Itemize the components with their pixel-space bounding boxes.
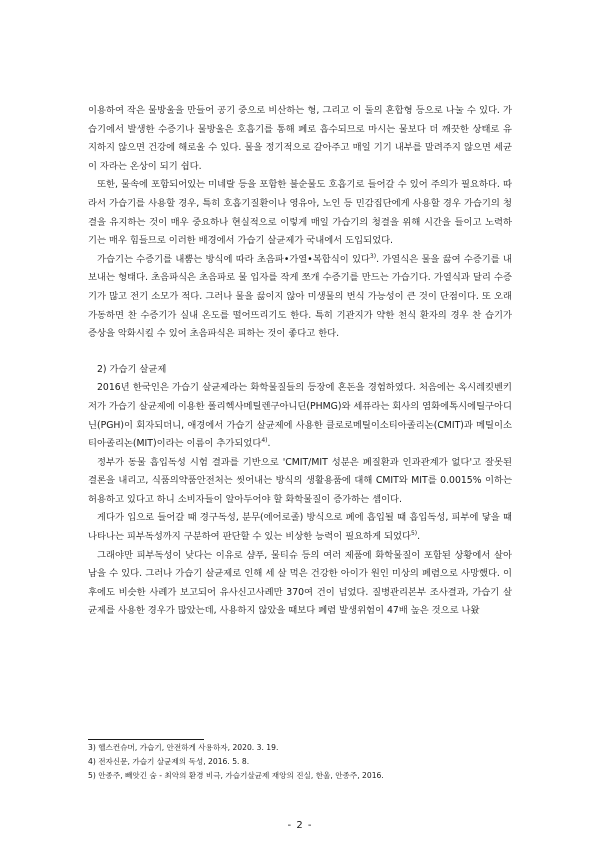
paragraph-4-rest: . [267,438,271,450]
paragraph-6 [88,509,512,546]
footnote-4: 4) 전자신문, 가습기 살균제의 독성, 2016. 5. 8. [88,757,250,766]
paragraph-5: 정부가 동물 흡입독성 시험 결과를 기반으로 'CMIT/MIT 성분은 폐질환과 인과관계가 없다'고 잘못된 결론을 내리고, 식품의약품안전처는 씻어내는 방식의 생활용품에 대해 CMIT와 MIT를 0.0015% 이하는 허용하고 있다고 하니 소비자들이 알아두어야 할 화학물질이 증가하는 셈이다. [88,456,512,505]
paragraph-2: 또한, 물속에 포함되어있는 미네랄 등을 포함한 불순물도 호흡기로 들어갈 수 있어 주의가 필요하다. 따라서 가습기를 사용할 경우, 특히 호흡기질환이나 영유아, 노인 등 민감집단에게 사용할 경우 가습기의 청결을 유지하는 것이 매우 중요하나 현실적으로 이렇게 매일 가습기의 청결을 위해 시간을 들이고 노력하기는 매우 힘들므로 이러한 배경에서 가습기 살균제가 국내에서 도입되었다. [88,179,512,247]
page-number: - 2 - [287,820,313,831]
paragraph-3-rest: . 가열식은 물을 끓여 수증기를 내보내는 형태다. 초음파식은 초음파로 물 입자를 작게 쪼개 수증기를 만드는 가습기다. 가열식과 달리 수증기가 많고 전기 소모가 적다. 그러나 물을 끓이지 않아 미생물의 번식 가능성이 큰 것이 단점이다. 또 오래 가동하면 찬 수증기가 실내 온도를 떨어뜨리기도 한다. 특히 기관지가 약한 천식 환자의 경우 찬 습기가 증상을 악화시킬 수 있어 초음파식은 피하는 것이 좋다고 한다. [88,253,512,340]
body-text [88,102,512,621]
footnote-ref-3: 3) [369,252,377,260]
paragraph-6-text: 게다가 입으로 들어갈 때 경구독성, 분무(에어로졸) 방식으로 폐에 흡입될 때 흡입독성, 피부에 닿을 때 나타나는 피부독성까지 구분하여 판단할 수 있는 비상한 능력이 필요하게 되었다 [88,512,512,543]
footnote-5: 5) 안종주, 빼앗긴 숨 - 최악의 환경 비극, 가습기살균제 재앙의 진실, 한울, 안종주, 2016. [88,771,384,780]
paragraph-6-rest: . [417,531,421,543]
footnote-3: 3) 헬스컨슈머, 가습기, 안전하게 사용하자, 2020. 3. 19. [88,743,279,752]
footnotes [88,741,512,783]
paragraph-3 [88,251,512,344]
paragraph-4-text: 2016년 한국인은 가습기 살균제라는 화학물질들의 등장에 혼돈을 경험하였다. 처음에는 옥시레킷벤키저가 가습기 살균제에 이용한 폴리헥사메틸렌구아니딘(PHMG)와 세퓨라는 회사의 염화에톡시에틸구아디닌(PGH)이 회자되더니, 애경에서 가습기 살균제에 사용한 클로로메틸이소티아졸리논(CMIT)과 메틸이소티아졸리논(MIT)이라는 이름이 추가되었다 [88,382,512,450]
footnote-ref-5: 5) [410,529,418,537]
footnote-separator [88,739,204,740]
paragraph-1: 이용하여 작은 물방울을 만들어 공기 중으로 비산하는 형, 그리고 이 둘의 혼합형 등으로 나눌 수 있다. 가습기에서 발생한 수증기나 물방울은 호흡기를 통해 폐로 흡수되므로 마시는 물보다 더 깨끗한 상태로 유지하지 않으면 건강에 해로울 수 있다. 물을 정기적으로 갈아주고 매일 기기 내부를 말려주지 않으면 세균이 자라는 온상이 되기 쉽다. [88,105,512,172]
section-heading: 2) 가습기 살균제 [97,363,167,375]
paragraph-4 [88,379,512,453]
paragraph-3-text: 가습기는 수증기를 내뿜는 방식에 따라 초음파•가열•복합식이 있다 [97,253,370,265]
footnote-ref-4: 4) [261,437,268,444]
paragraph-7: 그래야만 피부독성이 낮다는 이유로 샴푸, 물티슈 등의 여러 제품에 화학물질이 포함된 상황에서 살아남을 수 있다. 그러나 가습기 살균제로 인해 세 살 먹은 건강한 아이가 원인 미상의 폐렴으로 사망했다. 이후에도 비슷한 사례가 보고되어 유사신고사례만 370여 건이 넘었다. 질병관리본부 조사결과, 가습기 살균제를 사용한 경우가 많았는데, 사용하지 않았을 때보다 폐렴 발생위험이 47배 높은 것으로 나왔 [88,549,512,617]
